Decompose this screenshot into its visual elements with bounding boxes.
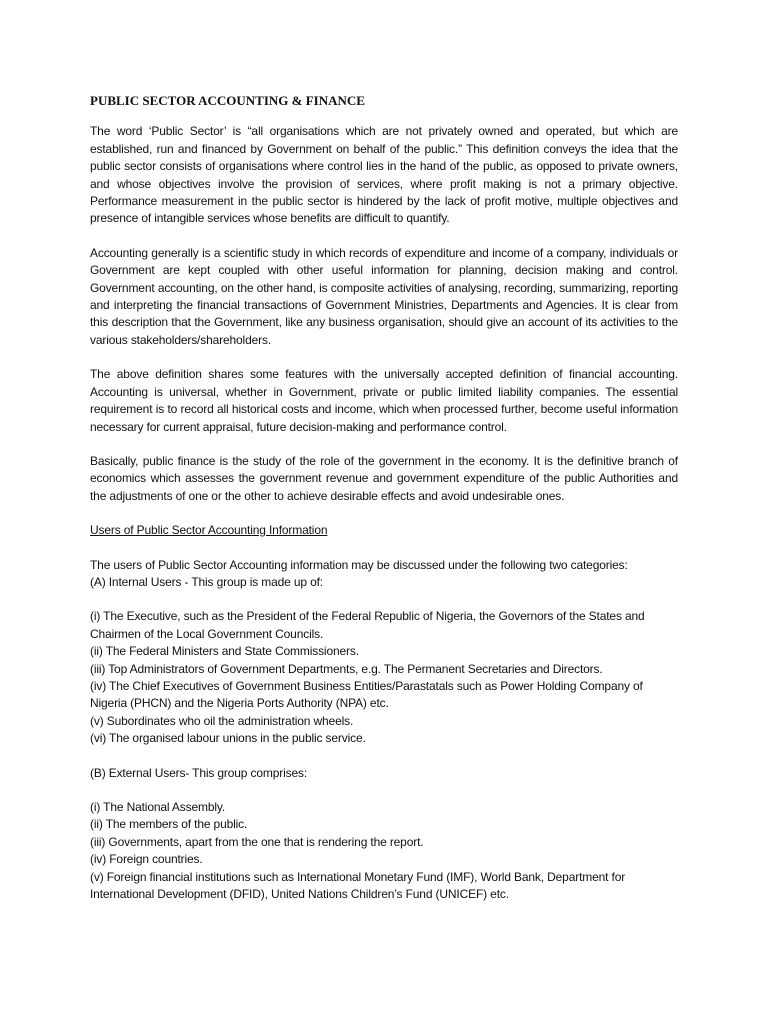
internal-user-item: (ii) The Federal Ministers and State Commissioners. (90, 644, 359, 659)
external-user-item: (v) Foreign financial institutions such as International Monetary Fund (IMF), World Bank, Department for International Development (DFID), United Nations Children’s Fund (UNICEF) etc. (90, 869, 626, 902)
internal-user-item: (vi) The organised labour unions in the public service. (90, 731, 366, 746)
internal-user-item: (iii) Top Administrators of Government Departments, e.g. The Permanent Secretaries and Directors. (90, 661, 603, 676)
external-users-heading: (B) External Users- This group comprises: (90, 765, 308, 780)
document-title: PUBLIC SECTOR ACCOUNTING & FINANCE (90, 93, 365, 108)
spacer (90, 748, 678, 765)
internal-users-heading: (A) Internal Users - This group is made up of: (90, 574, 323, 589)
paragraph-financial-accounting: The above definition shares some features with the universally accepted definition of financial accounting. Accounting is universal, whether in Government, private or public limited liability companies. The essential requirement is to record all historical costs and income, which when processed further, become useful information necessary for current appraisal, future decision-making and performance control. (90, 367, 678, 434)
users-section-heading: Users of Public Sector Accounting Information (90, 523, 328, 538)
external-user-item: (ii) The members of the public. (90, 817, 248, 832)
spacer (90, 782, 678, 799)
external-user-item: (iii) Governments, apart from the one that is rendering the report. (90, 834, 424, 849)
spacer (90, 591, 678, 608)
paragraph-public-finance: Basically, public finance is the study of the role of the government in the economy. It is the definitive branch of economics which assesses the government revenue and government expenditure of the public Authorities and the adjustments of one or the other to achieve desirable effects and avoid undesirable ones. (90, 453, 678, 503)
external-user-item: (iv) Foreign countries. (90, 852, 203, 867)
document-page (90, 92, 678, 903)
paragraph-public-sector-definition: The word ‘Public Sector’ is “all organisations which are not privately owned and operated, but which are established, run and financed by Government on behalf of the public.” This definition conveys the idea that the public sector consists of organisations where control lies in the hand of the public, as opposed to private owners, and whose objectives involve the provision of services, where profit making is not a primary objective. Performance measurement in the public sector is hindered by the lack of profit motive, multiple objectives and presence of intangible services whose benefits are difficult to quantify. (90, 124, 678, 226)
internal-user-item: (v) Subordinates who oil the administration wheels. (90, 713, 354, 728)
internal-user-item: (i) The Executive, such as the President of the Federal Republic of Nigeria, the Governors of the States and Chairmen of the Local Government Councils. (90, 609, 645, 641)
users-intro: The users of Public Sector Accounting information may be discussed under the following two categories: (90, 557, 628, 572)
external-user-item: (i) The National Assembly. (90, 800, 226, 814)
internal-user-item: (iv) The Chief Executives of Government Business Entities/Parastatals such as Power Holding Company of Nigeria (PHCN) and the Nigeria Ports Authority (NPA) etc. (90, 678, 643, 711)
paragraph-accounting-definition: Accounting generally is a scientific study in which records of expenditure and income of a company, individuals or Government are kept coupled with other useful information for planning, decision making and control. Government accounting, on the other hand, is composite activities of analysing, recording, summarizing, reporting and interpreting the financial transactions of Government Ministries, Departments and Agencies. It is clear from this description that the Government, like any business organisation, should give an account of its activities to the various stakeholders/shareholders. (90, 245, 678, 347)
